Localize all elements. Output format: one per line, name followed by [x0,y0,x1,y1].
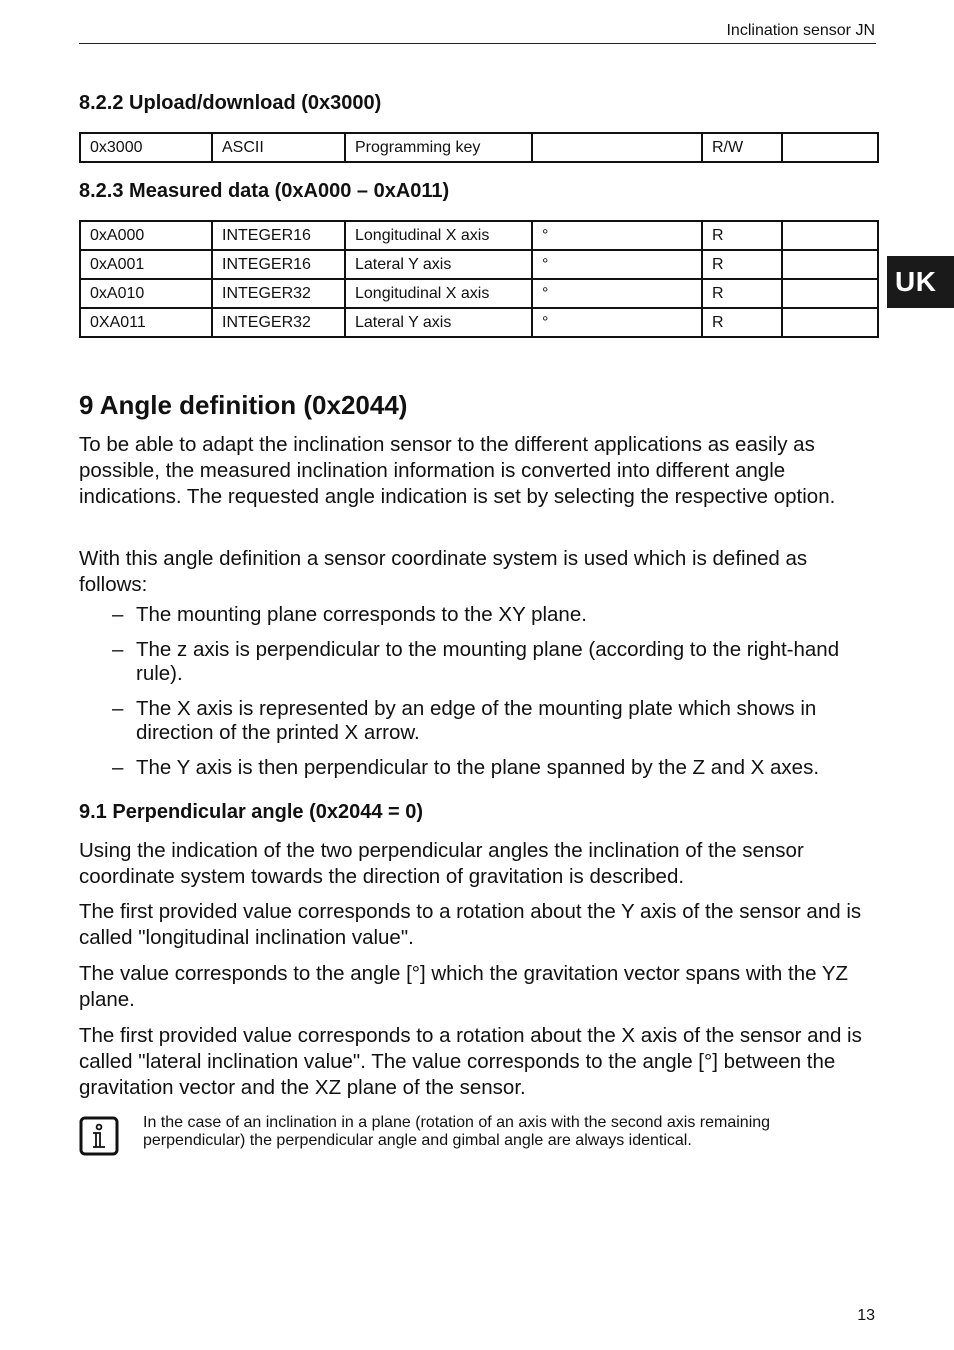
table-cell: R [702,250,782,279]
table-cell: R [702,279,782,308]
table-cell: INTEGER32 [212,279,345,308]
paragraph: To be able to adapt the inclination sensor to the different applications as easily as possible, the measured inclination information is converted into different angle indications. The requested angle indication is set by selecting the respective option. [79,433,836,508]
table-cell: R/W [702,133,782,162]
table-cell: ° [532,308,702,337]
page-number: 13 [857,1307,875,1324]
list-item: – The Y axis is then perpendicular to the plane spanned by the Z and X axes. [79,756,869,780]
table-cell: INTEGER16 [212,221,345,250]
table-cell: INTEGER16 [212,250,345,279]
section-9-heading: 9 Angle definition (0x2044) [79,390,408,420]
table-cell: 0x3000 [80,133,212,162]
section-91-heading: 9.1 Perpendicular angle (0x2044 = 0) [79,801,424,823]
info-icon [79,1116,119,1156]
language-tab: UK [887,256,954,308]
table-cell: ° [532,221,702,250]
coordinate-definition-list [79,603,869,791]
table-cell: Programming key [345,133,532,162]
list-item: – The mounting plane corresponds to the XY plane. [79,603,869,627]
paragraph: Using the indication of the two perpendicular angles the inclination of the sensor coordinate system towards the direction of gravitation is described. [79,839,804,888]
table-row [80,279,878,308]
paragraph: The first provided value corresponds to a rotation about the Y axis of the sensor and is called "longitudinal inclination value". [79,900,862,949]
table-cell [782,279,878,308]
table-cell [782,308,878,337]
table-row [80,133,878,162]
info-note: In the case of an inclination in a plane (rotation of an axis with the second axis remaining perpendicular) the perpendicular angle and gimbal angle are always identical. [143,1114,771,1149]
running-header: Inclination sensor JN [726,22,875,39]
paragraph: With this angle definition a sensor coordinate system is used which is defined as follows: [79,547,808,596]
table-cell [782,250,878,279]
table-cell: ° [532,279,702,308]
list-item: – The z axis is perpendicular to the mounting plane (according to the right-hand rule). [79,638,869,686]
table-cell: Longitudinal X axis [345,221,532,250]
table-cell: R [702,221,782,250]
upload-download-table [79,132,879,163]
table-cell [532,133,702,162]
table-cell [782,221,878,250]
table-cell: Lateral Y axis [345,308,532,337]
section-823-heading: 8.2.3 Measured data (0xA000 – 0xA011) [79,180,450,202]
section-822-heading: 8.2.2 Upload/download (0x3000) [79,92,382,114]
table-cell: 0xA010 [80,279,212,308]
paragraph: The value corresponds to the angle [°] which the gravitation vector spans with the YZ plane. [79,962,849,1011]
paragraph: The first provided value corresponds to a rotation about the X axis of the sensor and is called "lateral inclination value". The value corresponds to the angle [°] between the gravitation vector and the XZ plane of the sensor. [79,1024,862,1099]
table-cell: ASCII [212,133,345,162]
table-cell: INTEGER32 [212,308,345,337]
table-cell: R [702,308,782,337]
table-cell: Longitudinal X axis [345,279,532,308]
list-item: – The X axis is represented by an edge of the mounting plate which shows in direction of the printed X arrow. [79,697,869,745]
table-cell: ° [532,250,702,279]
table-row [80,221,878,250]
table-cell: Lateral Y axis [345,250,532,279]
table-cell: 0XA011 [80,308,212,337]
table-cell [782,133,878,162]
table-cell: 0xA001 [80,250,212,279]
table-row [80,308,878,337]
table-cell: 0xA000 [80,221,212,250]
measured-data-table [79,220,879,338]
table-row [80,250,878,279]
header-divider [79,43,876,44]
